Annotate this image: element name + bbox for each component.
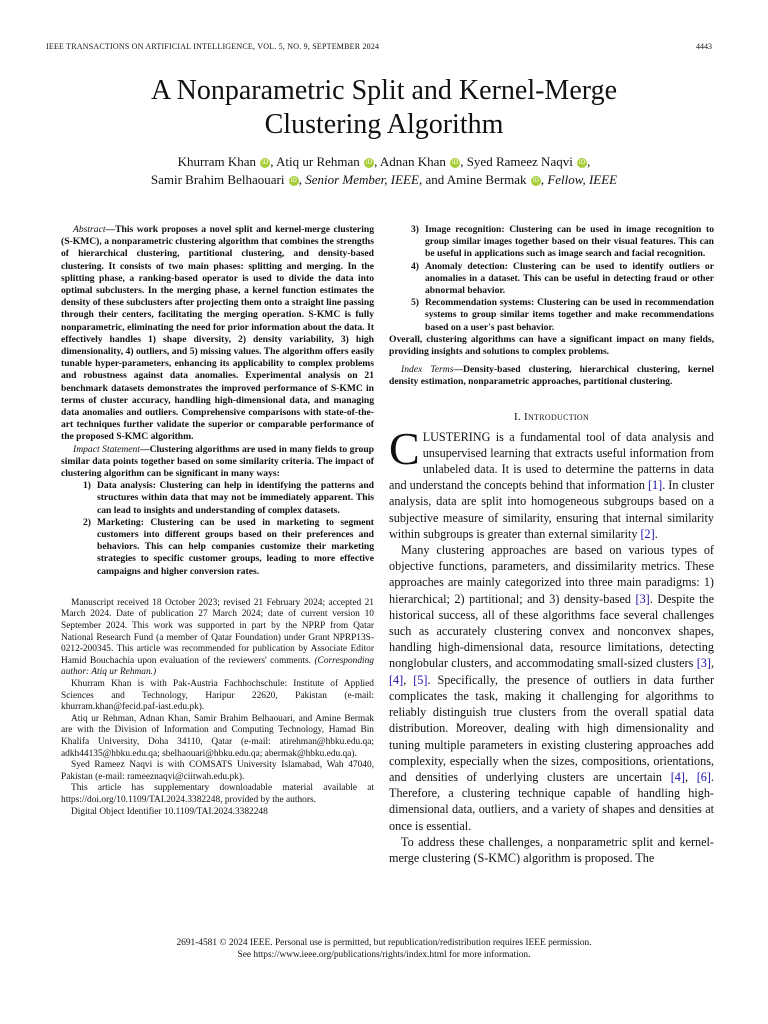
left-column bbox=[61, 224, 374, 818]
right-column bbox=[389, 224, 714, 866]
orcid-icon[interactable]: iD bbox=[578, 159, 586, 166]
index-terms bbox=[389, 364, 714, 388]
orcid-icon[interactable]: iD bbox=[290, 177, 297, 184]
footnote-manuscript: Manuscript received 18 October 2023; revised 21 February 2024; accepted 21 March 2024. Date of publication 27 March 2024; date of current version 10 September 2024. This work was supported in part by the NPRP from Qatar National Research Fund (a member of Qatar Foundation) under Grant NPRP13S-0212-200345. This article was recommended for publication by Associate Editor Hamid Bouchachia upon evaluation of the reviewers' comments. (Corresponding author: Atiq ur Rehman.) bbox=[61, 597, 374, 678]
author-line-1: Khurram Khan iD , Atiq ur Rehman iD , Adnan Khan iD , Syed Rameez Naqvi iD , bbox=[177, 154, 591, 169]
list-text: Image recognition: Clustering can be used in image recognition to group similar images together based on their visual features. This can be useful in applications such as image search and facial recognition. bbox=[425, 224, 714, 260]
paragraph: CLUSTERING is a fundamental tool of data analysis and unsupervised learning that extracts useful information from unlabeled data. It is used to determine the patterns in data and understand the concepts behind that information [1]. In cluster analysis, data are split into homogeneous subgroups based on a subjective measure of similarity, ensuring that internal similarity within subgroups is greater than external similarity [2]. bbox=[389, 422, 714, 541]
impact-continued bbox=[389, 224, 714, 389]
impact-list bbox=[389, 224, 714, 334]
title-line-1: A Nonparametric Split and Kernel-Merge bbox=[150, 75, 617, 106]
section-number: I. bbox=[513, 410, 521, 423]
citation-link[interactable]: [4] bbox=[389, 672, 404, 687]
list-number: 2) bbox=[83, 516, 91, 528]
author-conjunction: and bbox=[425, 172, 445, 187]
footnotes bbox=[61, 598, 374, 818]
paragraph: To address these challenges, a nonparametric split and kernel-merge clustering (S-KMC) algorithm is proposed. The bbox=[389, 834, 714, 865]
rights-link[interactable]: See https://www.ieee.org/publications/rights/index.html for more information. bbox=[237, 949, 531, 960]
author-role: Senior Member, IEEE bbox=[305, 172, 419, 187]
list-item bbox=[389, 224, 714, 261]
page-number: 4443 bbox=[696, 42, 712, 51]
citation-link[interactable]: [2] bbox=[640, 526, 655, 541]
corresponding-author: (Corresponding author: Atiq ur Rehman.) bbox=[61, 655, 374, 678]
list-text: Recommendation systems: Clustering can be used in recommendation systems to group similar items together and make recommendations based on a user's past behavior. bbox=[425, 297, 714, 333]
author-name: Khurram Khan bbox=[177, 154, 256, 169]
citation-link[interactable]: [6] bbox=[696, 769, 711, 784]
list-text: Data analysis: Clustering can help in identifying the patterns and structures within data that may not be immediately apparent. This can lead to insights and understanding of complex datasets. bbox=[97, 480, 374, 516]
citation-link[interactable]: [3] bbox=[696, 656, 711, 671]
footnote-affiliation: Syed Rameez Naqvi is with COMSATS University Islamabad, Wah 47040, Pakistan (e-mail: rameeznaqvi@ciitwah.edu.pk). bbox=[61, 760, 374, 782]
impact-label: Impact Statement bbox=[73, 443, 140, 455]
author-name: Atiq ur Rehman bbox=[276, 154, 360, 169]
drop-cap: C bbox=[389, 422, 420, 474]
index-terms-text: —Density-based clustering, hierarchical clustering, kernel density estimation, nonparametric approaches, partitional clustering. bbox=[389, 364, 715, 388]
section-heading bbox=[389, 411, 714, 423]
section-title: Introduction bbox=[524, 410, 590, 423]
author-role: Fellow, IEEE bbox=[547, 172, 618, 187]
citation-link[interactable]: [5] bbox=[413, 672, 428, 687]
introduction-body bbox=[389, 422, 715, 866]
footnote-doi: Digital Object Identifier 10.1109/TAI.2024.3382248 bbox=[71, 806, 268, 817]
author-name: Samir Brahim Belhaouari bbox=[150, 172, 285, 187]
list-text: Anomaly detection: Clustering can be used to identify outliers or anomalies in a dataset. This can be useful in detecting fraud or other abnormal behavior. bbox=[425, 260, 714, 297]
list-number: 3) bbox=[411, 224, 419, 235]
orcid-icon[interactable]: iD bbox=[452, 159, 459, 166]
paper-title bbox=[0, 74, 768, 142]
citation-link[interactable]: [1] bbox=[647, 478, 663, 493]
orcid-icon[interactable]: iD bbox=[365, 159, 373, 166]
abstract bbox=[61, 224, 374, 578]
impact-conclusion: Overall, clustering algorithms can have a significant impact on many fields, providing insights and solutions to complex problems. bbox=[389, 333, 714, 358]
list-item bbox=[389, 261, 714, 298]
copyright-footer bbox=[0, 938, 768, 961]
orcid-icon[interactable]: iD bbox=[262, 159, 269, 166]
list-item bbox=[389, 297, 714, 334]
abstract-label: Abstract bbox=[73, 224, 106, 235]
title-line-2: Clustering Algorithm bbox=[264, 109, 504, 140]
journal-header: IEEE TRANSACTIONS ON ARTIFICIAL INTELLIGENCE, VOL. 5, NO. 9, SEPTEMBER 2024 bbox=[46, 42, 380, 51]
list-number: 4) bbox=[411, 260, 419, 272]
author-line-2: Samir Brahim Belhaouari iD , Senior Member, IEEE, and Amine Bermak iD , Fellow, IEEE bbox=[150, 172, 618, 187]
list-item bbox=[61, 517, 374, 578]
impact-list bbox=[61, 480, 374, 578]
author-list bbox=[0, 153, 768, 189]
orcid-icon[interactable]: iD bbox=[532, 177, 539, 184]
author-name: Adnan Khan bbox=[379, 154, 446, 169]
citation-link[interactable]: [4] bbox=[670, 769, 685, 784]
impact-text: —Clustering algorithms are used in many fields to group similar data points together based on some similarity criteria. The impact of clustering algorithm can be significant in many ways: bbox=[61, 443, 374, 480]
footnote-affiliation: Atiq ur Rehman, Adnan Khan, Samir Brahim Belhaouari, and Amine Bermak are with the Division of Information and Computing Technology, Hamad Bin Khalifa University, Doha 34110, Qatar (e-mail: atirehman@hbku.edu.qa; adkh44135@hbku.edu.qa; sbelhaouari@hbku.edu.qa; abermak@hbku.edu.qa). bbox=[61, 713, 374, 759]
footnote-affiliation: Khurram Khan is with Pak-Austria Fachhochschule: Institute of Applied Sciences and Technology, Haripur 22620, Pakistan (e-mail: khurram.khan@fecid.paf-iast.edu.pk). bbox=[61, 679, 374, 713]
author-name: Amine Bermak bbox=[446, 172, 527, 187]
list-text: Marketing: Clustering can be used in marketing to segment customers into different groups based on their preferences and behaviors. This can help companies customize their marketing strategies to specific customer groups, leading to more effective campaigns and higher conversion rates. bbox=[97, 516, 374, 577]
abstract-text: —This work proposes a novel split and kernel-merge clustering (S-KMC), a nonparametric clustering algorithm that combines the strengths of hierarchical clustering, partitional clustering, and density-based clustering. It consists of two main phases: splitting and merging. In the splitting phase, a ranking-based operator is used to divide the data into optimal subclusters. In the merging phase, a kernel function estimates the density of these subclusters after projecting them onto a straight line passing through their centers, facilitating the merging operation. S-KMC is fully nonparametric, eliminating the need for prior information about the data. It effectively handles 1) shape diversity, 2) density variability, 3) high dimensionality, 4) outliers, and 5) missing values. The algorithm offers easily tunable hyper-parameters, enhancing its applicability to complex problems and robustness against data anomalies. Experimental analysis on 21 benchmark datasets demonstrates the improved performance of S-KMC in terms of cluster accuracy, handling high-dimensional data, and managing data anomalies and outliers. Comprehensive comparisons with state-of-the-art techniques further validate the superior or comparable performance of the proposed S-KMC algorithm. bbox=[61, 224, 374, 443]
author-name: Syed Rameez Naqvi bbox=[466, 154, 573, 169]
list-number: 5) bbox=[411, 297, 419, 309]
footnote-supplementary[interactable]: This article has supplementary downloadable material available at https://doi.org/10.1109/TAI.2024.3382248, provided by the authors. bbox=[61, 783, 374, 805]
list-number: 1) bbox=[83, 480, 91, 492]
list-item bbox=[61, 480, 374, 517]
index-terms-label: Index Terms bbox=[401, 364, 454, 376]
citation-link[interactable]: [3] bbox=[635, 591, 650, 606]
copyright-line: 2691-4581 © 2024 IEEE. Personal use is permitted, but republication/redistribution requires IEEE permission. bbox=[176, 938, 592, 948]
paragraph: Many clustering approaches are based on various types of objective functions, parameters, and dissimilarity metrics. These approaches are mainly categorized into three main paradigms: 1) hierarchical; 2) partitional; and 3) density-based [3]. Despite the historical success, all of these algorithms face several challenges such as accurately clustering convex and nonconvex shapes, handling high-dimensional data, resource limitations, detecting nonglobular clusters, and accommodating small-sized clusters [3], [4], [5]. Specifically, the presence of outliers in data further complicates the task, making it challenging for algorithms to reliably distinguish true clusters from the overall spatial data distribution. Moreover, dealing with high dimensionality and tuning multiple parameters in existing clustering approaches add complexity, especially when the sizes, compositions, orientations, and densities of underlying clusters are uncertain [4], [6]. Therefore, a clustering technique capable of handling high-dimensional data, outliers, and a variety of shapes and densities at once is essential. bbox=[389, 543, 715, 833]
